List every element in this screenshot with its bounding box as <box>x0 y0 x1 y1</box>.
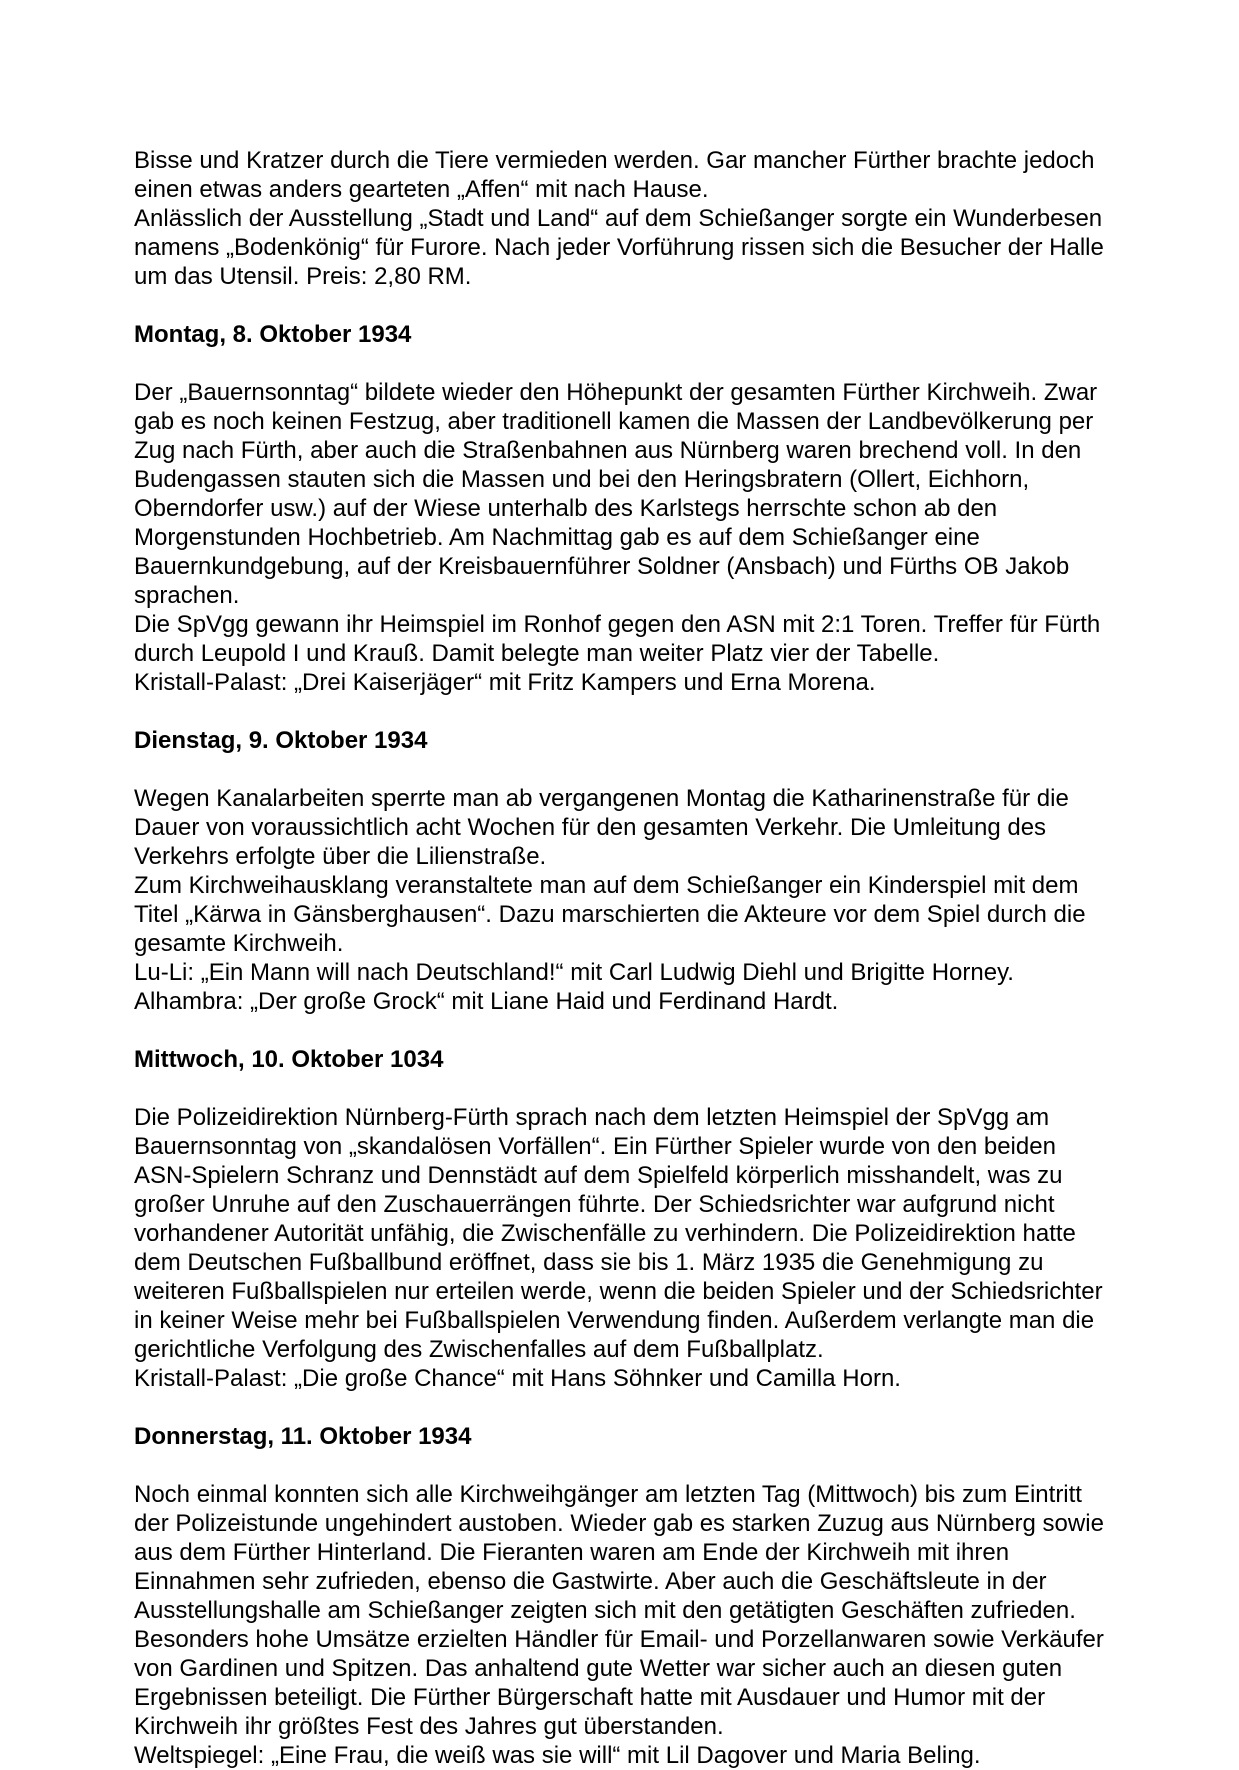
heading-dienstag: Dienstag, 9. Oktober 1934 <box>134 727 428 754</box>
paragraph: Alhambra: „Der große Grock“ mit Liane Haid und Ferdinand Hardt. <box>134 988 839 1015</box>
paragraph: Der „Bauernsonntag“ bildete wieder den Höhepunkt der gesamten Fürther Kirchweih. Zwar gab es noch keinen Festzug, aber traditionell kamen die Massen der Landbevölkerung per Zug nach Fürth, aber auch die Straßenbahnen aus Nürnberg waren brechend voll. In den Budengassen stauten sich die Massen und bei den Heringsbratern (Ollert, Eichhorn, Oberndorfer usw.) auf der Wiese unterhalb des Karlstegs herrschte schon ab den Morgenstunden Hochbetrieb. Am Nachmittag gab es auf dem Schießanger eine Bauernkundgebung, auf der Kreisbauernführer Soldner (Ansbach) und Fürths OB Jakob sprachen. <box>134 379 1098 609</box>
paragraph: Noch einmal konnten sich alle Kirchweihgänger am letzten Tag (Mittwoch) bis zum Eintritt der Polizeistunde ungehindert austoben. Wieder gab es starken Zuzug aus Nürnberg sowie aus dem Fürther Hinterland. Die Fieranten waren am Ende der Kirchweih mit ihren Einnahmen sehr zufrieden, ebenso die Gastwirte. Aber auch die Geschäftsleute in der Ausstellungshalle am Schießanger zeigten sich mit den getätigten Geschäften zufrieden. Besonders hohe Umsätze erzielten Händler für Email- und Porzellanwaren sowie Verkäufer von Gardinen und Spitzen. Das anhaltend gute Wetter war sicher auch an diesen guten Ergebnissen beteiligt. Die Fürther Bürgerschaft hatte mit Ausdauer und Humor mit der Kirchweih ihr größtes Fest des Jahres gut überstanden. <box>134 1481 1104 1740</box>
paragraph: Wegen Kanalarbeiten sperrte man ab vergangenen Montag die Katharinenstraße für die Dauer von voraussichtlich acht Wochen für den gesamten Verkehr. Die Umleitung des Verkehrs erfolgte über die Lilienstraße. <box>134 785 1069 870</box>
section-donnerstag-11-oktober <box>134 1422 1114 1770</box>
section-mittwoch-10-oktober <box>134 1045 1114 1393</box>
paragraph: Die Polizeidirektion Nürnberg-Fürth sprach nach dem letzten Heimspiel der SpVgg am Bauernsonntag von „skandalösen Vorfällen“. Ein Fürther Spieler wurde von den beiden ASN-Spielern Schranz und Dennstädt auf dem Spielfeld körperlich misshandelt, was zu großer Unruhe auf den Zuschauerrängen führte. Der Schiedsrichter war aufgrund nicht vorhandener Autorität unfähig, die Zwischenfälle zu verhindern. Die Polizeidirektion hatte dem Deutschen Fußballbund eröffnet, dass sie bis 1. März 1935 die Genehmigung zu weiteren Fußballspielen nur erteilen werde, wenn die beiden Spieler und der Schiedsrichter in keiner Weise mehr bei Fußballspielen Verwendung finden. Außerdem verlangte man die gerichtliche Verfolgung des Zwischenfalles auf dem Fußballplatz. <box>134 1104 1103 1363</box>
paragraph: Kristall-Palast: „Drei Kaiserjäger“ mit Fritz Kampers und Erna Morena. <box>134 669 876 696</box>
paragraph: Weltspiegel: „Eine Frau, die weiß was sie will“ mit Lil Dagover und Maria Beling. <box>134 1742 981 1769</box>
paragraph: Kristall-Palast: „Die große Chance“ mit Hans Söhnker und Camilla Horn. <box>134 1365 901 1392</box>
paragraph: Zum Kirchweihausklang veranstaltete man auf dem Schießanger ein Kinderspiel mit dem Titel „Kärwa in Gänsberghausen“. Dazu marschierten die Akteure vor dem Spiel durch die gesamte Kirchweih. <box>134 872 1086 957</box>
paragraph: Bisse und Kratzer durch die Tiere vermieden werden. Gar mancher Fürther brachte jedoch einen etwas anders gearteten „Affen“ mit nach Hause. <box>134 147 1095 203</box>
document-text-block <box>134 146 1114 1770</box>
paragraph: Lu-Li: „Ein Mann will nach Deutschland!“ mit Carl Ludwig Diehl und Brigitte Horney. <box>134 959 1014 986</box>
heading-donnerstag: Donnerstag, 11. Oktober 1934 <box>134 1423 472 1450</box>
paragraph: Anlässlich der Ausstellung „Stadt und Land“ auf dem Schießanger sorgte ein Wunderbesen namens „Bodenkönig“ für Furore. Nach jeder Vorführung rissen sich die Besucher der Halle um das Utensil. Preis: 2,80 RM. <box>134 205 1104 290</box>
section-intro <box>134 146 1114 291</box>
paragraph: Die SpVgg gewann ihr Heimspiel im Ronhof gegen den ASN mit 2:1 Toren. Treffer für Fürth durch Leupold I und Krauß. Damit belegte man weiter Platz vier der Tabelle. <box>134 611 1101 667</box>
section-montag-8-oktober <box>134 320 1114 697</box>
heading-montag: Montag, 8. Oktober 1934 <box>134 321 412 348</box>
heading-mittwoch: Mittwoch, 10. Oktober 1034 <box>134 1046 444 1073</box>
section-dienstag-9-oktober <box>134 726 1114 1016</box>
